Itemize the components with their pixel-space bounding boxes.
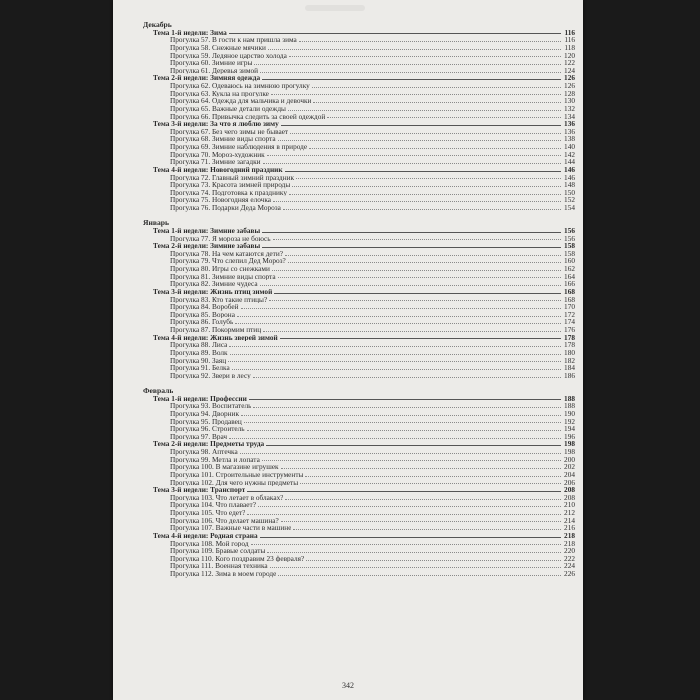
entry-title: Прогулка 106. Что делает машина? (170, 516, 279, 525)
dot-leader (262, 79, 561, 80)
entry-page-number: 206 (564, 477, 575, 487)
entry-page-number: 216 (564, 523, 575, 533)
walk-entry (143, 97, 575, 105)
entry-page-number: 116 (564, 27, 575, 37)
dot-leader (269, 300, 561, 301)
month-heading (143, 21, 575, 29)
dot-leader (268, 49, 561, 50)
dot-leader (232, 369, 561, 370)
entry-title: Прогулка 101. Строительные инструменты (170, 470, 304, 479)
walk-entry (143, 90, 575, 98)
walk-entry (143, 296, 575, 304)
entry-title: Тема 2-й недели: Зимняя одежда (153, 74, 261, 82)
entry-page-number: 132 (564, 103, 575, 113)
entry-title: Прогулка 83. Кто такие птицы? (170, 295, 268, 304)
entry-page-number: 158 (564, 248, 575, 258)
entry-title: Прогулка 103. Что летает в облаках? (170, 493, 284, 502)
entry-page-number: 188 (564, 401, 575, 411)
entry-title: Прогулка 76. Подарки Деда Мороза (170, 204, 281, 212)
dot-leader (247, 430, 561, 431)
entry-title: Прогулка 105. Что едет? (170, 509, 246, 517)
entry-page-number: 202 (564, 462, 575, 472)
dot-leader (281, 125, 561, 126)
entry-title: Прогулка 62. Одеваюсь на зимнюю прогулку (170, 82, 310, 90)
entry-title: Прогулка 57. В гости к нам пришла зима (170, 36, 297, 44)
entry-title: Прогулка 108. Мой город (170, 539, 249, 548)
entry-title: Прогулка 73. Красота зимней природы (170, 181, 291, 189)
entry-title: Прогулка 77. Я мороза не боюсь (170, 234, 271, 243)
entry-page-number: 136 (564, 119, 575, 129)
entry-title: Декабрь (143, 21, 172, 29)
dot-leader (241, 415, 561, 416)
entry-page-number: 224 (564, 561, 575, 571)
entry-title: Прогулка 80. Игры со снежками (170, 265, 270, 273)
dot-leader (229, 33, 561, 34)
entry-title: Прогулка 63. Кукла на прогулке (170, 89, 269, 98)
walk-entry (143, 448, 575, 456)
walk-entry (143, 463, 575, 471)
entry-page-number: 122 (564, 58, 575, 68)
entry-title: Прогулка 78. На чем катаются дети? (170, 249, 283, 258)
walk-entry (143, 113, 575, 121)
walk-entry (143, 364, 575, 372)
walk-entry (143, 135, 575, 143)
walk-entry (143, 357, 575, 365)
dot-leader (244, 422, 561, 423)
walk-entry (143, 372, 575, 380)
walk-entry (143, 341, 575, 349)
entry-page-number: 204 (564, 469, 575, 479)
walk-entry (143, 456, 575, 464)
entry-title: Прогулка 100. В магазине игрушек (170, 463, 279, 471)
week-theme-entry (143, 227, 575, 235)
entry-title: Прогулка 74. Подготовка к празднику (170, 188, 287, 197)
entry-page-number: 152 (564, 195, 575, 205)
dot-leader (253, 407, 561, 408)
dot-leader (289, 56, 561, 57)
dot-leader (263, 331, 561, 332)
entry-page-number: 164 (564, 271, 575, 281)
dot-leader (327, 117, 561, 118)
entry-page-number: 176 (564, 325, 575, 334)
entry-title: Прогулка 89. Волк (170, 348, 228, 357)
entry-title: Тема 3-й недели: Жизнь птиц зимой (153, 287, 273, 296)
entry-page-number: 146 (564, 172, 575, 182)
walk-entry (143, 280, 575, 288)
entry-page-number: 208 (564, 485, 575, 495)
dot-leader (266, 445, 561, 446)
entry-title: Прогулка 71. Зимние загадки (170, 158, 261, 166)
entry-title: Прогулка 82. Зимние чудеса (170, 280, 258, 288)
dot-leader (229, 438, 561, 439)
entry-title: Прогулка 93. Воспитатель (170, 402, 252, 410)
walk-entry (143, 303, 575, 311)
week-theme-entry (143, 242, 575, 250)
walk-entry (143, 181, 575, 189)
entry-title: Тема 1-й недели: Зима (153, 28, 227, 37)
entry-title: Прогулка 102. Для чего нужны предметы (170, 478, 299, 487)
dot-leader (293, 529, 561, 530)
dot-leader (237, 316, 561, 317)
week-theme-entry (143, 120, 575, 128)
entry-title: Прогулка 107. Важные части в машине (170, 524, 292, 532)
month-heading (143, 387, 575, 395)
walk-entry (143, 105, 575, 113)
entry-title: Прогулка 86. Голубь (170, 318, 234, 326)
walk-entry (143, 570, 575, 578)
entry-title: Прогулка 92. Звери в лесу (170, 371, 251, 380)
table-of-contents (143, 21, 575, 578)
walk-entry (143, 402, 575, 410)
walk-entry (143, 143, 575, 151)
entry-title: Прогулка 97. Врач (170, 432, 228, 441)
walk-entry (143, 471, 575, 479)
entry-title: Прогулка 85. Ворона (170, 310, 235, 319)
entry-title: Прогулка 72. Главный зимний праздник (170, 173, 295, 182)
entry-page-number: 184 (564, 363, 575, 373)
walk-entry (143, 494, 575, 502)
entry-page-number: 198 (564, 439, 575, 449)
entry-page-number: 196 (564, 431, 575, 441)
entry-page-number: 178 (564, 340, 575, 350)
walk-entry (143, 410, 575, 418)
dot-leader (285, 171, 561, 172)
dot-leader (270, 567, 561, 568)
entry-title: Прогулка 84. Воробей (170, 303, 239, 311)
dot-leader (260, 72, 561, 73)
dot-leader (262, 460, 561, 461)
entry-title: Прогулка 98. Аптечка (170, 448, 238, 456)
entry-title: Тема 4-й недели: Родная страна (153, 531, 258, 540)
walk-entry (143, 418, 575, 426)
dot-leader (228, 361, 561, 362)
dot-leader (299, 41, 561, 42)
dot-leader (273, 201, 561, 202)
dot-leader (281, 468, 561, 469)
entry-page-number: 156 (564, 233, 575, 243)
entry-page-number: 130 (564, 96, 575, 106)
entry-page-number: 188 (564, 393, 575, 403)
dot-leader (271, 94, 561, 95)
walk-entry (143, 196, 575, 204)
dot-leader (272, 270, 561, 271)
entry-page-number: 118 (564, 42, 575, 52)
dot-leader (262, 247, 561, 248)
walk-entry (143, 326, 575, 334)
entry-page-number: 124 (564, 65, 575, 75)
entry-page-number: 200 (564, 454, 575, 464)
dot-leader (278, 575, 561, 576)
dot-leader (296, 178, 561, 179)
entry-title: Тема 2-й недели: Зимние забавы (153, 242, 261, 250)
entry-page-number: 158 (564, 241, 575, 251)
entry-page-number: 190 (564, 408, 575, 418)
entry-page-number: 156 (564, 225, 575, 235)
header-smudge (305, 5, 365, 11)
walk-entry (143, 189, 575, 197)
dot-leader (267, 552, 561, 553)
walk-entry (143, 67, 575, 75)
dot-leader (290, 133, 561, 134)
section-gap (143, 212, 575, 220)
dot-leader (253, 377, 561, 378)
walk-entry (143, 562, 575, 570)
entry-title: Прогулка 88. Лиса (170, 341, 228, 349)
walk-entry (143, 128, 575, 136)
entry-page-number: 208 (564, 492, 575, 502)
entry-title: Прогулка 111. Военная техника (170, 562, 268, 570)
walk-entry (143, 44, 575, 52)
dot-leader (278, 277, 561, 278)
week-theme-entry (143, 486, 575, 494)
entry-title: Тема 2-й недели: Предметы труда (153, 440, 265, 448)
entry-page-number: 160 (564, 256, 575, 266)
month-heading (143, 219, 575, 227)
entry-title: Прогулка 75. Новогодняя елочка (170, 196, 272, 204)
week-theme-entry (143, 29, 575, 37)
walk-entry (143, 204, 575, 212)
entry-page-number: 222 (564, 553, 575, 563)
dot-leader (312, 87, 561, 88)
walk-entry (143, 151, 575, 159)
entry-page-number: 144 (564, 157, 575, 167)
dot-leader (289, 194, 561, 195)
entry-title: Тема 4-й недели: Жизнь зверей зимой (153, 333, 278, 342)
walk-entry (143, 517, 575, 525)
entry-title: Январь (143, 219, 169, 227)
entry-page-number: 218 (564, 530, 575, 540)
dot-leader (305, 476, 561, 477)
entry-page-number: 162 (564, 264, 575, 273)
dot-leader (288, 262, 561, 263)
walk-entry (143, 257, 575, 265)
dot-leader (260, 537, 561, 538)
dot-leader (278, 140, 561, 141)
walk-entry (143, 52, 575, 60)
entry-title: Прогулка 99. Метла и лопата (170, 455, 260, 464)
walk-entry (143, 265, 575, 273)
walk-entry (143, 235, 575, 243)
entry-page-number: 142 (564, 149, 575, 159)
dot-leader (267, 155, 561, 156)
entry-page-number: 182 (564, 355, 575, 365)
entry-page-number: 168 (564, 286, 575, 296)
week-theme-entry (143, 334, 575, 342)
dot-leader (240, 453, 561, 454)
walk-entry (143, 425, 575, 433)
entry-page-number: 148 (564, 180, 575, 190)
dot-leader (313, 102, 561, 103)
entry-page-number: 128 (564, 88, 575, 98)
dot-leader (285, 255, 561, 256)
entry-title: Прогулка 95. Продавец (170, 417, 242, 426)
entry-title: Февраль (143, 387, 174, 395)
entry-page-number: 194 (564, 424, 575, 434)
entry-page-number: 212 (564, 508, 575, 517)
week-theme-entry (143, 440, 575, 448)
dot-leader (249, 399, 561, 400)
entry-page-number: 198 (564, 447, 575, 456)
entry-title: Прогулка 61. Деревья зимой (170, 66, 259, 75)
dot-leader (247, 514, 561, 515)
week-theme-entry (143, 395, 575, 403)
dot-leader (281, 521, 561, 522)
dot-leader (292, 186, 561, 187)
entry-title: Прогулка 104. Что плавает? (170, 501, 256, 509)
walk-entry (143, 250, 575, 258)
entry-page-number: 140 (564, 142, 575, 151)
entry-page-number: 214 (564, 515, 575, 525)
entry-title: Прогулка 79. Что слепил Дед Мороз? (170, 257, 286, 265)
entry-title: Тема 1-й недели: Зимние забавы (153, 226, 261, 235)
dot-leader (283, 209, 561, 210)
entry-page-number: 220 (564, 546, 575, 556)
entry-page-number: 126 (564, 81, 575, 90)
entry-page-number: 150 (564, 187, 575, 197)
entry-title: Прогулка 60. Зимние игры (170, 59, 253, 67)
entry-title: Прогулка 96. Строитель (170, 425, 245, 433)
walk-entry (143, 524, 575, 532)
week-theme-entry (143, 288, 575, 296)
dot-leader (247, 491, 561, 492)
walk-entry (143, 501, 575, 509)
entry-title: Тема 3-й недели: За что я люблю зиму (153, 120, 279, 128)
dot-leader (262, 232, 561, 233)
entry-title: Прогулка 64. Одежда для мальчика и девочки (170, 97, 312, 105)
dot-leader (230, 354, 561, 355)
entry-page-number: 136 (564, 126, 575, 136)
walk-entry (143, 273, 575, 281)
entry-title: Прогулка 81. Зимние виды спорта (170, 272, 276, 281)
dot-leader (251, 544, 561, 545)
entry-page-number: 186 (564, 370, 575, 380)
dot-leader (288, 110, 561, 111)
entry-page-number: 166 (564, 279, 575, 289)
entry-title: Прогулка 110. Кого поздравим 23 февраля? (170, 554, 305, 563)
dot-leader (235, 323, 561, 324)
dot-leader (285, 499, 561, 500)
entry-page-number: 172 (564, 309, 575, 319)
dot-leader (280, 338, 561, 339)
entry-title: Прогулка 68. Зимние виды спорта (170, 135, 276, 143)
entry-title: Прогулка 109. Бравые солдаты (170, 547, 266, 555)
dot-leader (309, 148, 561, 149)
dot-leader (306, 560, 561, 561)
walk-entry (143, 311, 575, 319)
walk-entry (143, 509, 575, 517)
walk-entry (143, 433, 575, 441)
entry-page-number: 138 (564, 134, 575, 144)
dot-leader (274, 293, 561, 294)
entry-title: Прогулка 65. Важные детали одежды (170, 104, 286, 113)
walk-entry (143, 349, 575, 357)
entry-title: Прогулка 66. Привычка следить за своей одеждой (170, 112, 326, 121)
walk-entry (143, 82, 575, 90)
entry-page-number: 168 (564, 294, 575, 304)
walk-entry (143, 59, 575, 67)
entry-title: Тема 4-й недели: Новогодний праздник (153, 165, 283, 174)
entry-title: Прогулка 91. Белка (170, 364, 230, 372)
entry-page-number: 146 (564, 164, 575, 174)
walk-entry (143, 540, 575, 548)
walk-entry (143, 36, 575, 44)
walk-entry (143, 174, 575, 182)
entry-title: Прогулка 90. Заяц (170, 356, 227, 365)
entry-title: Тема 1-й недели: Профессии (153, 394, 247, 403)
entry-page-number: 192 (564, 416, 575, 426)
dot-leader (258, 506, 561, 507)
entry-page-number: 170 (564, 302, 575, 312)
entry-page-number: 126 (564, 73, 575, 83)
week-theme-entry (143, 166, 575, 174)
entry-title: Тема 3-й недели: Транспорт (153, 486, 246, 494)
book-page (113, 0, 583, 700)
entry-page-number: 210 (564, 500, 575, 510)
entry-title: Прогулка 70. Мороз-художник (170, 150, 265, 159)
entry-page-number: 178 (564, 332, 575, 342)
week-theme-entry (143, 74, 575, 82)
entry-title: Прогулка 58. Снежные мячики (170, 43, 266, 52)
entry-page-number: 134 (564, 111, 575, 121)
entry-page-number: 226 (564, 569, 575, 578)
walk-entry (143, 547, 575, 555)
walk-entry (143, 158, 575, 166)
week-theme-entry (143, 532, 575, 540)
entry-title: Прогулка 69. Зимние наблюдения в природе (170, 143, 308, 151)
dot-leader (254, 64, 561, 65)
entry-title: Прогулка 59. Ледяное царство холода (170, 51, 287, 60)
entry-page-number: 154 (564, 203, 575, 212)
walk-entry (143, 318, 575, 326)
entry-page-number: 180 (564, 347, 575, 357)
entry-page-number: 116 (564, 35, 575, 45)
entry-page-number: 174 (564, 317, 575, 327)
entry-page-number: 218 (564, 538, 575, 548)
section-gap (143, 379, 575, 387)
walk-entry (143, 479, 575, 487)
dot-leader (229, 346, 561, 347)
walk-entry (143, 555, 575, 563)
entry-title: Прогулка 87. Покормим птиц (170, 326, 262, 334)
entry-page-number: 120 (564, 50, 575, 60)
entry-title: Прогулка 67. Без чего зимы не бывает (170, 127, 289, 136)
dot-leader (300, 483, 561, 484)
entry-title: Прогулка 94. Дворник (170, 409, 239, 418)
dot-leader (260, 285, 561, 286)
dot-leader (241, 308, 561, 309)
dot-leader (263, 163, 561, 164)
page-number: 342 (342, 681, 354, 690)
entry-title: Прогулка 112. Зима в моем городе (170, 570, 277, 578)
dot-leader (273, 239, 561, 240)
